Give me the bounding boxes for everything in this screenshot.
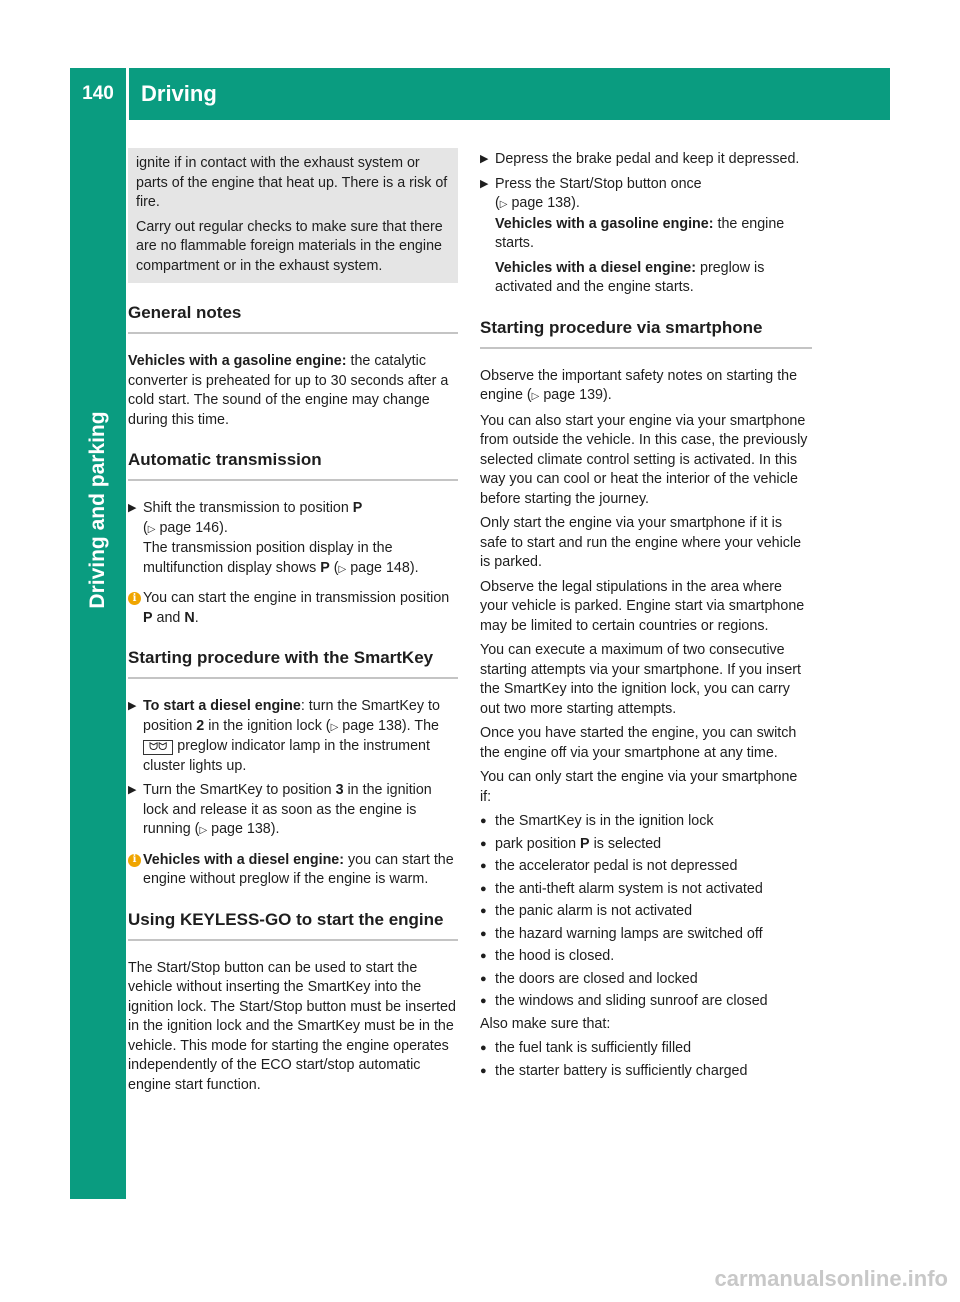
instruction-step bbox=[480, 150, 812, 170]
position-label: P bbox=[352, 500, 363, 516]
note-paragraph: Carry out regular checks to make sure that there are no flammable foreign materials in the engine compartment or in the exhaust system. bbox=[136, 218, 443, 274]
side-tab bbox=[70, 120, 126, 1199]
position-label: 2 bbox=[196, 717, 205, 734]
bullet-icon: ● bbox=[480, 860, 487, 872]
bullet-icon: ● bbox=[480, 995, 487, 1007]
text: you can start the engine without preglow if the engine is warm. bbox=[143, 851, 454, 887]
paragraph: You can only start the engine via your smartphone if: bbox=[480, 769, 798, 805]
position-label: P bbox=[580, 835, 590, 852]
note-paragraph: ignite if in contact with the exhaust system or parts of the engine that heat up. There is a risk of fire. bbox=[136, 155, 448, 210]
page-ref-arrow-icon: ▷ bbox=[147, 523, 156, 535]
side-tab-label: Driving and parking bbox=[86, 411, 109, 609]
text: the engine starts. bbox=[495, 215, 785, 251]
list-item bbox=[480, 835, 812, 855]
step-arrow-icon: ▶ bbox=[480, 177, 489, 190]
list-item bbox=[480, 1039, 812, 1059]
page-ref-arrow-icon: ▷ bbox=[199, 825, 208, 836]
text: the hood is closed. bbox=[495, 948, 615, 964]
list-item bbox=[480, 812, 812, 832]
instruction-step bbox=[128, 499, 458, 579]
bold-label: Vehicles with a gasoline engine: bbox=[128, 353, 347, 369]
text: park position bbox=[495, 835, 581, 852]
paragraph: You can execute a maximum of two consecutive starting attempts via your smartphone. If you insert the SmartKey into the ignition lock, you can carry out two more starting attempts. bbox=[480, 642, 802, 717]
step-arrow-icon: ▶ bbox=[128, 502, 137, 514]
section-heading: General notes bbox=[128, 303, 458, 334]
page-reference[interactable]: page 138). bbox=[511, 195, 580, 211]
bullet-icon: ● bbox=[480, 1064, 487, 1077]
paragraph: Also make sure that: bbox=[480, 1015, 611, 1032]
bullet-icon: ● bbox=[480, 1042, 487, 1054]
text: ( bbox=[143, 519, 148, 536]
page-reference[interactable]: page 138). bbox=[211, 821, 280, 837]
text: the fuel tank is sufficiently filled bbox=[495, 1040, 692, 1056]
info-note bbox=[128, 851, 458, 890]
text: preglow is activated and the engine starts. bbox=[495, 259, 765, 295]
page-title: Driving bbox=[141, 81, 217, 106]
preglow-indicator-icon: ᗢᗢ bbox=[143, 740, 173, 755]
position-label: P bbox=[320, 559, 330, 576]
list-item bbox=[480, 992, 812, 1012]
right-column bbox=[480, 150, 812, 1084]
text: The transmission position display in the multifunction display shows bbox=[143, 540, 393, 576]
list-item bbox=[480, 947, 812, 967]
paragraph bbox=[128, 352, 458, 430]
list-item bbox=[480, 1062, 812, 1082]
position-label: 3 bbox=[335, 782, 344, 798]
bold-label: To start a diesel engine bbox=[143, 698, 301, 714]
text: Turn the SmartKey to position bbox=[143, 782, 336, 798]
paragraph: Observe the legal stipulations in the area where your vehicle is parked. Engine start via smartphone may be limited to certain countries or regions. bbox=[480, 578, 805, 634]
text: in the ignition lock and release it as soon as the engine is running ( bbox=[143, 782, 432, 837]
paragraph: Once you have started the engine, you can switch the engine off via your smartphone at any time. bbox=[480, 725, 797, 761]
text: the hazard warning lamps are switched off bbox=[495, 925, 763, 942]
instruction-step bbox=[128, 697, 458, 776]
header-separator bbox=[126, 68, 129, 120]
text: Observe the important safety notes on starting the engine ( bbox=[480, 367, 798, 403]
text: ( bbox=[495, 195, 500, 211]
text: the accelerator pedal is not depressed bbox=[495, 858, 738, 874]
text: Shift the transmission to position bbox=[143, 500, 353, 516]
bullet-icon: ● bbox=[480, 972, 487, 985]
text: the doors are closed and locked bbox=[495, 970, 698, 987]
list-item bbox=[480, 970, 812, 990]
page-ref-arrow-icon: ▷ bbox=[531, 391, 540, 402]
left-column bbox=[128, 150, 458, 1100]
text: is selected bbox=[589, 835, 662, 852]
list-item bbox=[480, 857, 812, 877]
instruction-step bbox=[128, 781, 458, 841]
text: the SmartKey is in the ignition lock bbox=[495, 813, 714, 829]
page-reference[interactable]: page 146). bbox=[159, 519, 228, 536]
bold-label: Vehicles with a diesel engine: bbox=[495, 259, 697, 276]
text: and bbox=[152, 609, 185, 626]
text: the anti-theft alarm system is not activated bbox=[495, 880, 763, 897]
position-label: P bbox=[143, 609, 153, 626]
section-heading: Using KEYLESS-GO to start the engine bbox=[128, 910, 458, 941]
text: the panic alarm is not activated bbox=[495, 903, 693, 919]
step-arrow-icon: ▶ bbox=[480, 153, 489, 165]
text: . bbox=[194, 609, 199, 626]
page-ref-arrow-icon: ▷ bbox=[330, 721, 339, 733]
info-icon: i bbox=[128, 854, 141, 867]
bullet-icon: ● bbox=[480, 950, 487, 962]
paragraph: The Start/Stop button can be used to start the vehicle without inserting the SmartKey into the ignition lock. The Start/Stop button must be inserted in the ignition lock and the SmartKey must be in the vehicle. This mode for starting the engine operates independently of the ECO start/stop automatic engine start function. bbox=[128, 959, 456, 1093]
text: the windows and sliding sunroof are closed bbox=[495, 993, 768, 1009]
paragraph bbox=[480, 367, 812, 407]
info-icon: i bbox=[128, 592, 141, 605]
section-heading: Starting procedure with the SmartKey bbox=[128, 648, 458, 679]
section-heading: Starting procedure via smartphone bbox=[480, 318, 812, 349]
text: The bbox=[414, 717, 439, 734]
list-item bbox=[480, 880, 812, 900]
bullet-icon: ● bbox=[480, 837, 487, 850]
bullet-icon: ● bbox=[480, 905, 487, 917]
text: Depress the brake pedal and keep it depressed. bbox=[495, 151, 800, 167]
section-heading: Automatic transmission bbox=[128, 450, 458, 481]
bullet-icon: ● bbox=[480, 927, 487, 940]
sub-paragraph bbox=[495, 259, 812, 298]
text: ( bbox=[329, 559, 339, 576]
bold-label: Vehicles with a diesel engine: bbox=[143, 851, 345, 868]
bold-label: Vehicles with a gasoline engine: bbox=[495, 215, 714, 232]
text: the catalytic converter is preheated for up to 30 seconds after a cold start. The sound of the engine may change during this time. bbox=[128, 353, 449, 428]
page-reference[interactable]: page 148). bbox=[350, 559, 419, 576]
text: You can start the engine in transmission position bbox=[143, 590, 450, 606]
list-item bbox=[480, 902, 812, 922]
bullet-icon: ● bbox=[480, 882, 487, 895]
page-reference[interactable]: page 138). bbox=[342, 717, 411, 734]
page-reference[interactable]: page 139). bbox=[543, 387, 612, 403]
step-arrow-icon: ▶ bbox=[128, 700, 137, 712]
text: the starter battery is sufficiently charged bbox=[495, 1062, 748, 1079]
info-note bbox=[128, 589, 458, 628]
step-arrow-icon: ▶ bbox=[128, 784, 137, 796]
text: Press the Start/Stop button once bbox=[495, 175, 702, 192]
paragraph: Only start the engine via your smartphone if it is safe to start and run the engine where your vehicle is parked. bbox=[480, 515, 802, 570]
list-item bbox=[480, 925, 812, 945]
watermark: carmanualsonline.info bbox=[714, 1266, 948, 1291]
warning-note-box bbox=[128, 148, 458, 283]
page-ref-arrow-icon: ▷ bbox=[338, 563, 347, 575]
bullet-icon: ● bbox=[480, 815, 487, 827]
text: in the ignition lock ( bbox=[204, 717, 331, 734]
instruction-step bbox=[480, 175, 812, 298]
position-label: N bbox=[184, 609, 195, 626]
text: preglow indicator lamp in the instrument cluster lights up. bbox=[143, 738, 430, 774]
text: : turn the SmartKey to position bbox=[143, 698, 440, 734]
page-number: 140 bbox=[82, 83, 114, 104]
page-ref-arrow-icon: ▷ bbox=[499, 199, 508, 210]
paragraph: You can also start your engine via your smartphone from outside the vehicle. In this case, the previously selected climate control setting is activated. In this way you can cool or heat the interior of the vehicle before starting the journey. bbox=[480, 412, 808, 507]
